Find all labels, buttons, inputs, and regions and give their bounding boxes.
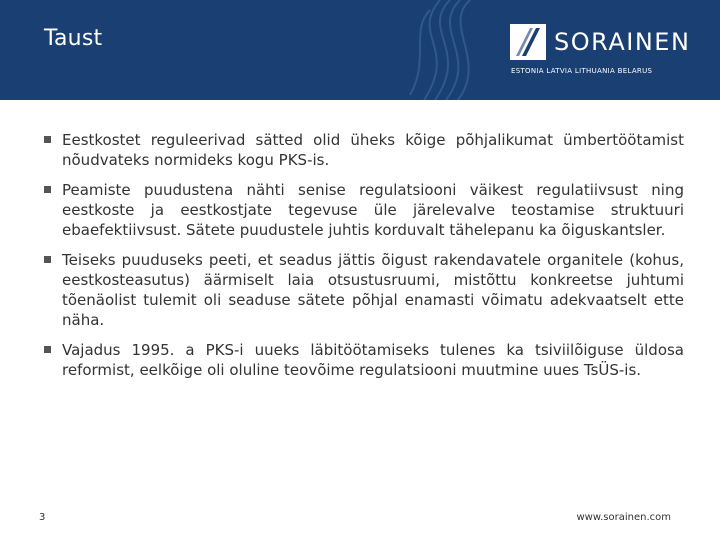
sorainen-logo bbox=[510, 22, 690, 62]
bullet-list bbox=[44, 130, 684, 390]
countries-label: ESTONIA LATVIA LITHUANIA BELARUS bbox=[511, 67, 653, 75]
logo-text: SORAINEN bbox=[554, 28, 691, 56]
bullet-item bbox=[44, 250, 684, 330]
bullet-square-icon bbox=[44, 256, 51, 263]
bullet-item bbox=[44, 180, 684, 240]
slide-header bbox=[0, 0, 720, 100]
decorative-swirl-graphic bbox=[380, 0, 500, 100]
sorainen-logo-mark-icon bbox=[510, 24, 546, 60]
slide-title: Taust bbox=[44, 26, 103, 51]
bullet-text: Teiseks puuduseks peeti, et seadus jättis õigust rakendavatele organitele (kohus, eestkosteasutus) äärmiselt laia otsustusruumi, mistõttu konkreetse juhtumi tõenäolist tulemit oli seaduse sätete põhjal enamasti võimatu adekvaatselt ette näha. bbox=[62, 251, 684, 329]
bullet-text: Vajadus 1995. a PKS-i uueks läbitöötamiseks tulenes ka tsiviilõiguse üldosa reformist, eelkõige oli oluline teovõime regulatsiooni muutmine uues TsÜS-is. bbox=[62, 341, 684, 379]
bullet-square-icon bbox=[44, 346, 51, 353]
bullet-text: Eestkostet reguleerivad sätted olid üheks kõige põhjalikumat ümbertöötamist nõudvateks normideks kogu PKS-is. bbox=[62, 131, 684, 169]
website-url[interactable]: www.sorainen.com bbox=[576, 512, 671, 523]
bullet-square-icon bbox=[44, 186, 51, 193]
bullet-item bbox=[44, 340, 684, 380]
bullet-square-icon bbox=[44, 136, 51, 143]
page-number: 3 bbox=[39, 512, 46, 523]
bullet-text: Peamiste puudustena nähti senise regulatsiooni väikest regulatiivsust ning eestkoste ja eestkostjate tegevuse üle järelevalve teostamise struktuuri ebaefektiivsust. Sätete puudustele juhtis korduvalt tähelepanu ka õiguskantsler. bbox=[62, 181, 684, 239]
bullet-item bbox=[44, 130, 684, 170]
